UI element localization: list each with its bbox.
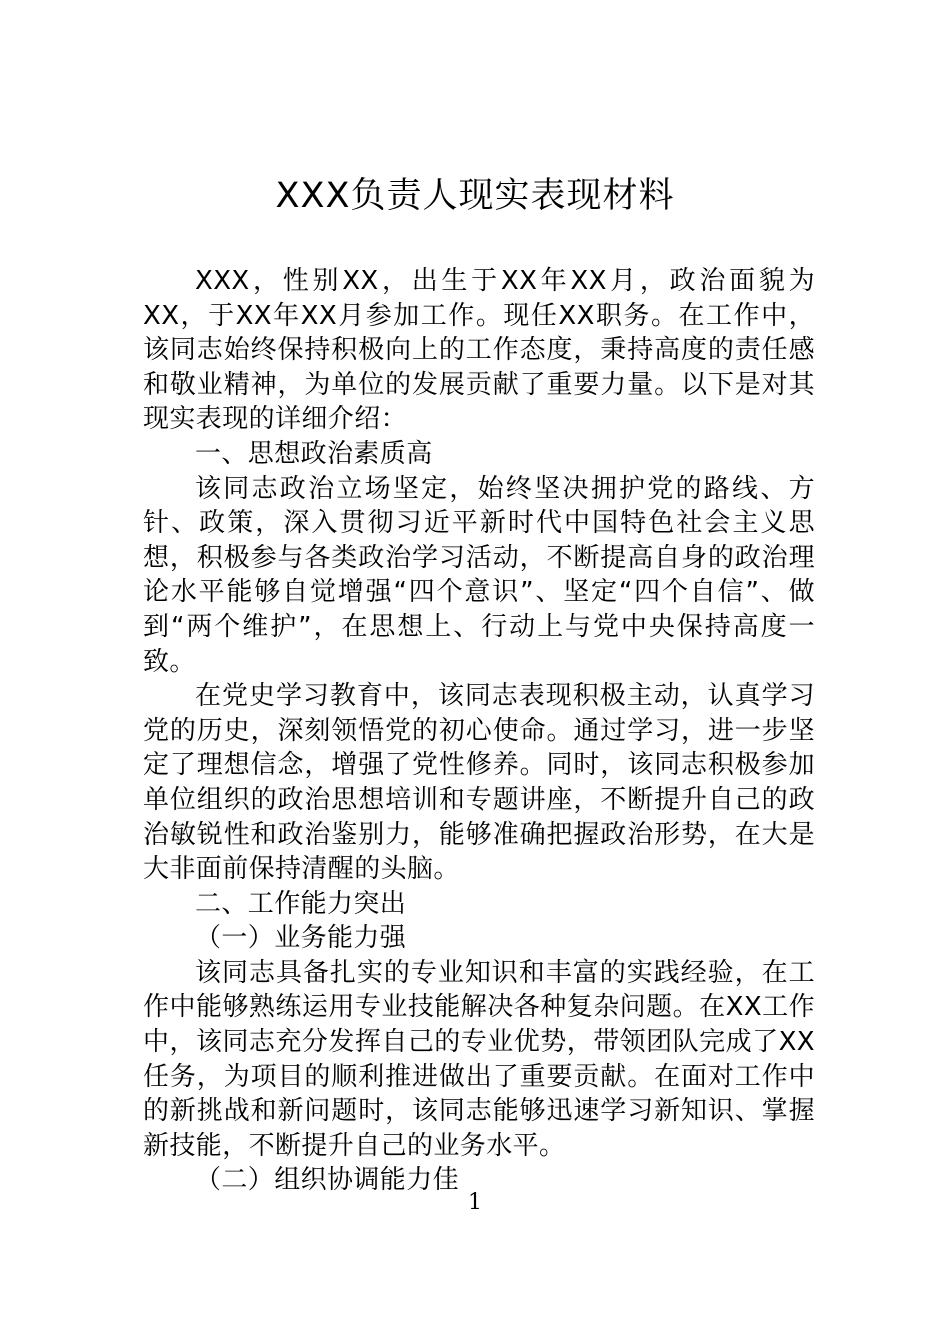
political-paragraph-2: 在党史学习教育中，该同志表现积极主动，认真学习党的历史，深刻领悟党的初心使命。通过学习，进一步坚定了理想信念，增强了党性修养。同时，该同志积极参加单位组织的政治思想培训和专题讲座，不断提升自己的政治敏锐性和政治鉴别力，能够准确把握政治形势，在大是大非面前保持清醒的头脑。 [143, 681, 815, 885]
subsection-heading-business: （一）业务能力强 [195, 923, 407, 954]
document-title: XXX负责人现实表现材料 [275, 176, 675, 216]
section-heading-political: 一、思想政治素质高 [195, 438, 433, 469]
business-paragraph: 该同志具备扎实的专业知识和丰富的实践经验，在工作中能够熟练运用专业技能解决各种复杂问题。在XX工作中，该同志充分发挥自己的专业优势，带领团队完成了XX任务，为项目的顺利推进做出了重要贡献。在面对工作中的新挑战和新问题时，该同志能够迅速学习新知识、掌握新技能，不断提升自己的业务水平。 [143, 957, 815, 1161]
document-body [143, 264, 815, 1198]
intro-paragraph: XXX，性别XX，出生于XX年XX月，政治面貌为XX，于XX年XX月参加工作。现任XX职务。在工作中，该同志始终保持积极向上的工作态度，秉持高度的责任感和敬业精神，为单位的发展贡献了重要力量。以下是对其现实表现的详细介绍： [143, 266, 815, 435]
section-heading-ability: 二、工作能力突出 [195, 888, 407, 919]
page-number: 1 [468, 1190, 482, 1215]
subsection-heading-coordination: （二）组织协调能力佳 [195, 1165, 460, 1196]
political-paragraph-1: 该同志政治立场坚定，始终坚决拥护党的路线、方针、政策，深入贯彻习近平新时代中国特色社会主义思想，积极参与各类政治学习活动，不断提高自身的政治理论水平能够自觉增强“四个意识”、坚定“四个自信”、做到“两个维护”，在思想上、行动上与党中央保持高度一致。 [143, 473, 815, 677]
